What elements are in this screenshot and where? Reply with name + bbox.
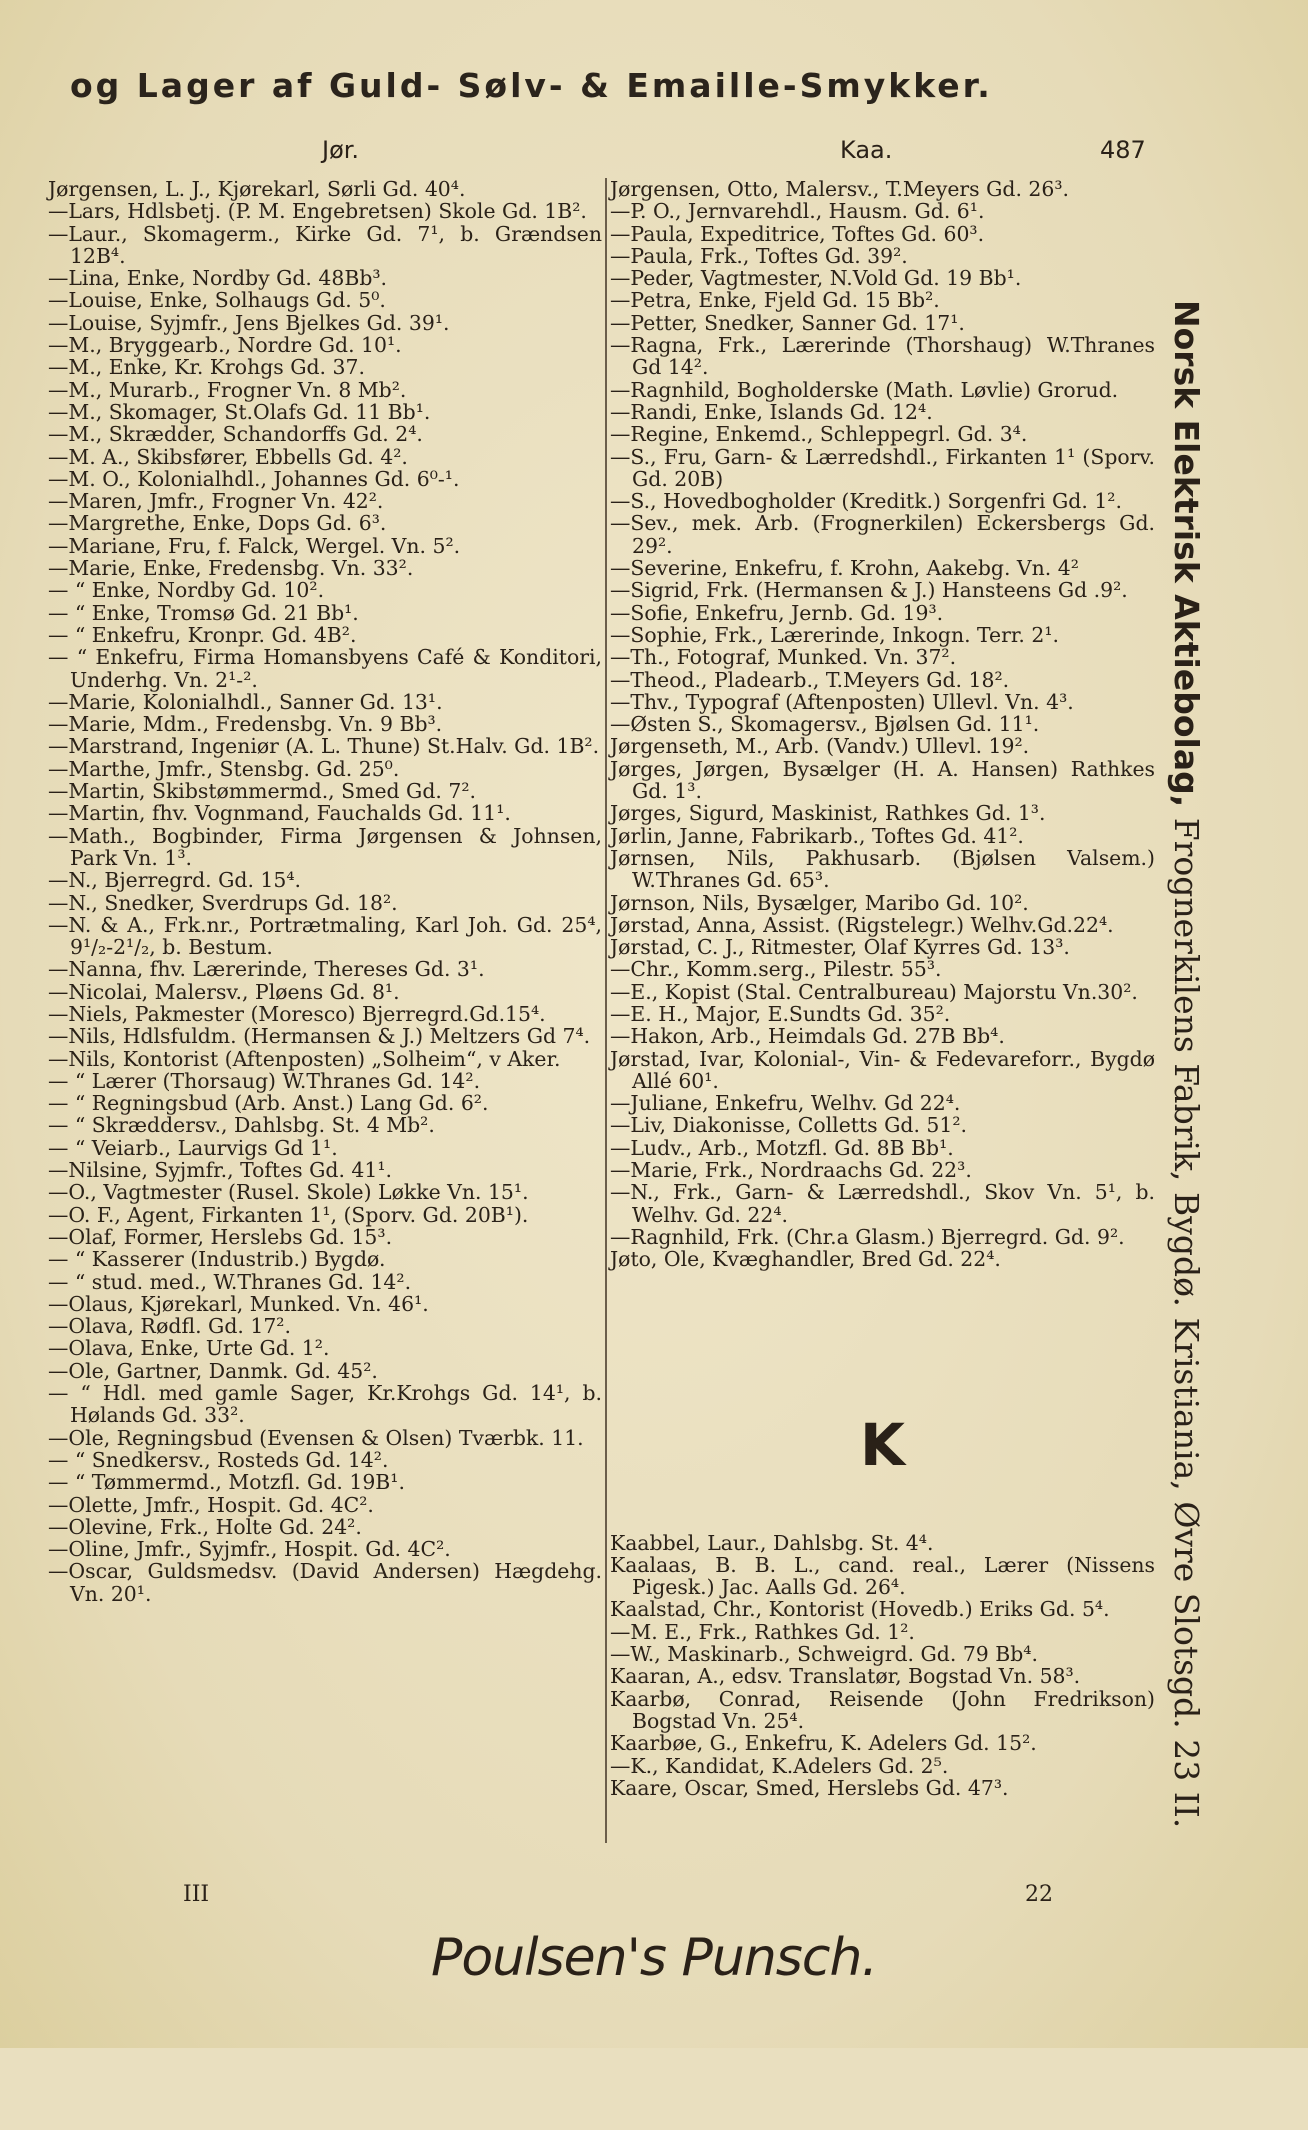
directory-entry: —Peder, Vagtmester, N.Vold Gd. 19 Bb¹. (610, 266, 1022, 291)
directory-entry: —M., Skomager, St.Olafs Gd. 11 Bb¹. (48, 399, 431, 424)
directory-entry: Jørstad, C. J., Ritmester, Olaf Kyrres Gd. 13³. (610, 935, 1070, 960)
directory-entry: —Nils, Hdlsfuldm. (Hermansen & J.) Meltzers Gd 7⁴. (48, 1024, 591, 1049)
directory-entry: —N., Frk., Garn- & Lærredshdl., Skov Vn. 5¹, b. Welhv. Gd. 22⁴. (610, 1180, 1155, 1227)
directory-entry: — “ stud. med., W.Thranes Gd. 14². (48, 1269, 412, 1294)
directory-entry: Jøto, Ole, Kvæghandler, Bred Gd. 22⁴. (610, 1247, 1001, 1272)
directory-entry: —O. F., Agent, Firkanten 1¹, (Sporv. Gd. 20B¹). (48, 1202, 529, 1227)
directory-entry: —Marie, Enke, Fredensbg. Vn. 33². (48, 556, 414, 581)
directory-entry: Jørstad, Anna, Assist. (Rigstelegr.) Welhv.Gd.22⁴. (610, 912, 1114, 937)
directory-entry: —P. O., Jernvarehdl., Hausm. Gd. 6¹. (610, 199, 985, 224)
directory-entry: —E. H., Major, E.Sundts Gd. 35². (610, 1001, 951, 1026)
left-column (48, 178, 602, 1605)
directory-entry: —Maren, Jmfr., Frogner Vn. 42². (48, 489, 384, 514)
directory-entry: Kaare, Oscar, Smed, Herslebs Gd. 47³. (610, 1775, 1009, 1800)
directory-entry: Kaalaas, B. B. L., cand. real., Lærer (Nissens Pigesk.) Jac. Aalls Gd. 26⁴. (610, 1552, 1155, 1600)
directory-entry: —M. O., Kolonialhdl., Johannes Gd. 6⁰-¹. (48, 466, 460, 491)
side-ad-company: Norsk Elektrisk Aktiebolag, (1167, 300, 1206, 808)
directory-entry: Jørlin, Janne, Fabrikarb., Toftes Gd. 41². (610, 823, 1024, 848)
directory-entry: —M., Bryggearb., Nordre Gd. 10¹. (48, 333, 402, 358)
directory-entry: — “ Enke, Tromsø Gd. 21 Bb¹. (48, 600, 359, 625)
top-advertisement: og Lager af Guld- Sølv- & Emaille-Smykker. (70, 66, 993, 105)
directory-entry: —Laur., Skomagerm., Kirke Gd. 7¹, b. Grændsen 12B⁴. (48, 221, 602, 268)
directory-entry: — “ Tømmermd., Motzfl. Gd. 19B¹. (48, 1470, 405, 1495)
directory-entry: —N. & A., Frk.nr., Portrætmaling, Karl Joh. Gd. 25⁴, 9¹/₂-2¹/₂, b. Bestum. (48, 912, 602, 960)
directory-entry: —M. E., Frk., Rathkes Gd. 1². (610, 1619, 915, 1644)
directory-entry: —Ragnhild, Bogholderske (Math. Løvlie) Grorud. (610, 377, 1119, 402)
directory-entry: —Ragna, Frk., Lærerinde (Thorshaug) W.Thranes Gd 14². (610, 333, 1155, 380)
directory-entry: — “ Enke, Nordby Gd. 10². (48, 578, 325, 603)
directory-entry: — “ Lærer (Thorsaug) W.Thranes Gd. 14². (48, 1068, 481, 1093)
directory-entry: —Marstrand, Ingeniør (A. L. Thune) St.Halv. Gd. 1B². (48, 734, 600, 759)
directory-entry: — “ Snedkersv., Rosteds Gd. 14². (48, 1447, 389, 1472)
directory-entry: Kaarbøe, G., Enkefru, K. Adelers Gd. 15². (610, 1731, 1037, 1756)
directory-entry: —Theod., Pladearb., T.Meyers Gd. 18². (610, 667, 1010, 692)
directory-entry: —Ole, Regningsbud (Evensen & Olsen) Tværbk. 11. (48, 1425, 584, 1450)
directory-entry: —S., Hovedbogholder (Kreditk.) Sorgenfri Gd. 1². (610, 489, 1122, 514)
directory-entry: —Nanna, fhv. Lærerinde, Thereses Gd. 3¹. (48, 957, 485, 982)
directory-entry: —M., Enke, Kr. Krohgs Gd. 37. (48, 355, 365, 380)
directory-entry: —Marthe, Jmfr., Stensbg. Gd. 25⁰. (48, 756, 400, 781)
directory-entry: —Severine, Enkefru, f. Krohn, Aakebg. Vn. 4² (610, 556, 1079, 581)
sheet-number: 22 (1025, 1882, 1053, 1907)
directory-entry: —Juliane, Enkefru, Welhv. Gd 22⁴. (610, 1091, 961, 1116)
directory-entry: —Mariane, Fru, f. Falck, Wergel. Vn. 5². (48, 533, 461, 558)
directory-entry: Kaabbel, Laur., Dahlsbg. St. 4⁴. (610, 1530, 934, 1555)
directory-entry: Kaalstad, Chr., Kontorist (Hovedb.) Eriks Gd. 5⁴. (610, 1597, 1110, 1622)
directory-entry: —Paula, Expeditrice, Toftes Gd. 60³. (610, 221, 985, 246)
column-divider (605, 178, 607, 1843)
directory-entry: —Ludv., Arb., Motzfl. Gd. 8B Bb¹. (610, 1135, 954, 1160)
side-ad-address: Frognerkilens Fabrik, Bygdø. Kristiania, Øvre Slotsgd. 23 II. (1167, 807, 1206, 1829)
directory-entry: Jørstad, Ivar, Kolonial-, Vin- & Fedevareforr., Bygdø Allé 60¹. (610, 1046, 1155, 1093)
directory-entry: Jørgensen, Otto, Malersv., T.Meyers Gd. 26³. (610, 177, 1070, 201)
directory-entry: —O., Vagtmester (Rusel. Skole) Løkke Vn. 15¹. (48, 1180, 529, 1205)
directory-entry: —Paula, Frk., Toftes Gd. 39². (610, 243, 908, 268)
directory-entry: —Math., Bogbinder, Firma Jørgensen & Johnsen, Park Vn. 1³. (48, 823, 602, 870)
directory-entry: — “ Regningsbud (Arb. Anst.) Lang Gd. 6². (48, 1091, 489, 1116)
directory-entry: —Margrethe, Enke, Dops Gd. 6³. (48, 511, 387, 536)
directory-entry: —Louise, Enke, Solhaugs Gd. 5⁰. (48, 288, 386, 313)
directory-entry: Jørnsen, Nils, Pakhusarb. (Bjølsen Valsem.) W.Thranes Gd. 65³. (610, 845, 1155, 893)
directory-entry: —N., Bjerregrd. Gd. 15⁴. (48, 868, 302, 893)
page-number: 487 (1100, 136, 1146, 164)
directory-entry: —K., Kandidat, K.Adelers Gd. 2⁵. (610, 1753, 949, 1778)
directory-entry: —Nilsine, Syjmfr., Toftes Gd. 41¹. (48, 1158, 393, 1183)
header-range-start: Jør. (322, 136, 360, 164)
directory-entry: — “ Enkefru, Kronpr. Gd. 4B². (48, 622, 357, 647)
directory-entry: Jørnson, Nils, Bysælger, Maribo Gd. 10². (610, 890, 1029, 915)
directory-entry: —Sigrid, Frk. (Hermansen & J.) Hansteens Gd .9². (610, 578, 1128, 603)
directory-entry: —Lina, Enke, Nordby Gd. 48Bb³. (48, 266, 388, 291)
directory-entry: —Olava, Rødfl. Gd. 17². (48, 1314, 291, 1339)
directory-entry: Kaarbø, Conrad, Reisende (John Fredrikson) Bogstad Vn. 25⁴. (610, 1686, 1155, 1733)
directory-entry: —Petra, Enke, Fjeld Gd. 15 Bb². (610, 288, 940, 313)
directory-entry: —Olava, Enke, Urte Gd. 1². (48, 1336, 330, 1361)
side-advertisement (1167, 300, 1206, 2130)
directory-entry: —Sophie, Frk., Lærerinde, Inkogn. Terr. 2¹. (610, 622, 1059, 647)
directory-entry: —Ragnhild, Frk. (Chr.a Glasm.) Bjerregrd. Gd. 9². (610, 1224, 1125, 1249)
directory-entry: —Petter, Snedker, Sanner Gd. 17¹. (610, 310, 965, 335)
directory-entry: — “ Kasserer (Industrib.) Bygdø. (48, 1247, 386, 1272)
directory-entry: —Sev., mek. Arb. (Frognerkilen) Eckersbergs Gd. 29². (610, 511, 1155, 558)
directory-entry: —Thv., Typograf (Aftenposten) Ullevl. Vn. 4³. (610, 689, 1074, 714)
directory-entry: —Oline, Jmfr., Syjmfr., Hospit. Gd. 4C². (48, 1537, 451, 1562)
directory-entry: —Niels, Pakmester (Moresco) Bjerregrd.Gd.15⁴. (48, 1001, 546, 1026)
directory-entry: —Nils, Kontorist (Aftenposten) „Solheim“, v Aker. (48, 1046, 561, 1071)
directory-entry: —Hakon, Arb., Heimdals Gd. 27B Bb⁴. (610, 1024, 1005, 1049)
right-column-k-entries (610, 1532, 1155, 1800)
directory-entry: —Olaf, Former, Herslebs Gd. 15³. (48, 1224, 393, 1249)
directory-entry: —M., Skrædder, Schandorffs Gd. 2⁴. (48, 422, 423, 447)
directory-entry: Jørges, Jørgen, Bysælger (H. A. Hansen) Rathkes Gd. 1³. (610, 756, 1155, 804)
directory-entry: Jørges, Sigurd, Maskinist, Rathkes Gd. 1³. (610, 801, 1046, 826)
section-letter: K (860, 1410, 905, 1479)
directory-entry: —Marie, Frk., Nordraachs Gd. 22³. (610, 1158, 972, 1183)
directory-entry: —Olevine, Frk., Holte Gd. 24². (48, 1514, 362, 1539)
directory-entry: —Th., Fotograf, Munked. Vn. 37². (610, 645, 957, 670)
directory-entry: —Marie, Kolonialhdl., Sanner Gd. 13¹. (48, 689, 443, 714)
directory-entry: —N., Snedker, Sverdrups Gd. 18². (48, 890, 398, 915)
directory-entry: —Oscar, Guldsmedsv. (David Andersen) Hægdehg. Vn. 20¹. (48, 1559, 602, 1606)
directory-entry: —M. A., Skibsfører, Ebbells Gd. 4². (48, 444, 408, 469)
directory-entry: —Ole, Gartner, Danmk. Gd. 45². (48, 1358, 378, 1383)
directory-entry: —Louise, Syjmfr., Jens Bjelkes Gd. 39¹. (48, 310, 450, 335)
directory-entry: —S., Fru, Garn- & Lærredshdl., Firkanten 1¹ (Sporv. Gd. 20B) (610, 444, 1155, 491)
directory-entry: —Martin, fhv. Vognmand, Fauchalds Gd. 11¹. (48, 801, 511, 826)
directory-entry: — “ Hdl. med gamle Sager, Kr.Krohgs Gd. 14¹, b. Hølands Gd. 33². (48, 1381, 602, 1428)
directory-entry: —Olette, Jmfr., Hospit. Gd. 4C². (48, 1492, 374, 1517)
directory-entry: Jørgenseth, M., Arb. (Vandv.) Ullevl. 19². (610, 734, 1030, 759)
directory-entry: —M., Murarb., Frogner Vn. 8 Mb². (48, 377, 407, 402)
right-column (610, 178, 1155, 1799)
header-range-end: Kaa. (840, 136, 893, 164)
directory-entry: —Martin, Skibstømmermd., Smed Gd. 7². (48, 779, 476, 804)
directory-entry: —Randi, Enke, Islands Gd. 12⁴. (610, 399, 933, 424)
directory-entry: —Liv, Diakonisse, Colletts Gd. 51². (610, 1113, 968, 1138)
directory-entry: —W., Maskinarb., Schweigrd. Gd. 79 Bb⁴. (610, 1642, 1038, 1667)
directory-entry: Jørgensen, L. J., Kjørekarl, Sørli Gd. 40⁴. (48, 177, 466, 201)
directory-entry: — “ Enkefru, Firma Homansbyens Café & Konditori, Underhg. Vn. 2¹-². (48, 645, 602, 692)
directory-entry: —E., Kopist (Stal. Centralbureau) Majorstu Vn.30². (610, 979, 1138, 1004)
directory-entry: —Olaus, Kjørekarl, Munked. Vn. 46¹. (48, 1291, 429, 1316)
directory-entry: — “ Veiarb., Laurvigs Gd 1¹. (48, 1135, 338, 1160)
directory-entry: Kaaran, A., edsv. Translatør, Bogstad Vn. 58³. (610, 1664, 1081, 1689)
directory-entry: —Østen S., Skomagersv., Bjølsen Gd. 11¹. (610, 712, 1040, 737)
directory-entry: —Sofie, Enkefru, Jernb. Gd. 19³. (610, 600, 944, 625)
directory-entry: —Nicolai, Malersv., Pløens Gd. 8¹. (48, 979, 400, 1004)
right-column-entries (610, 178, 1155, 1271)
bottom-advertisement: Poulsen's Punsch. (431, 1928, 877, 1988)
directory-entry: —Regine, Enkemd., Schleppegrl. Gd. 3⁴. (610, 422, 1028, 447)
directory-entry: —Lars, Hdlsbetj. (P. M. Engebretsen) Skole Gd. 1B². (48, 199, 587, 224)
directory-entry: —Marie, Mdm., Fredensbg. Vn. 9 Bb³. (48, 712, 443, 737)
directory-entry: — “ Skræddersv., Dahlsbg. St. 4 Mb². (48, 1113, 435, 1138)
signature-mark: III (183, 1882, 210, 1907)
directory-entry: —Chr., Komm.serg., Pilestr. 55³. (610, 957, 942, 982)
